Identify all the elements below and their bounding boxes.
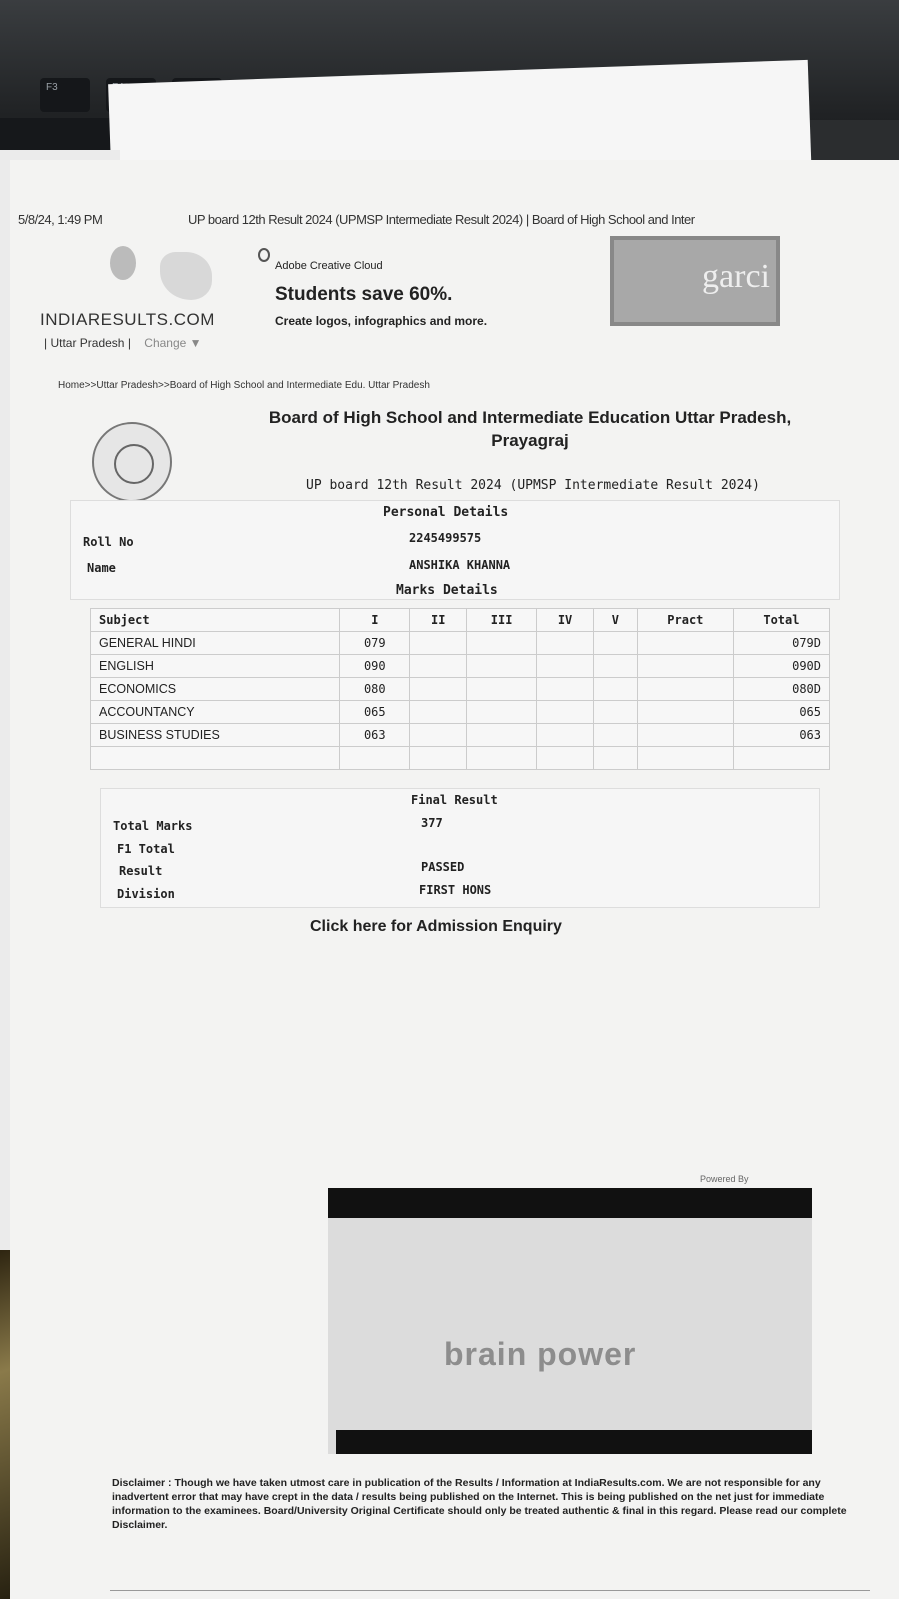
- table-row: [91, 724, 830, 747]
- ad-brand: Adobe Creative Cloud: [275, 260, 383, 272]
- division-value: FIRST HONS: [419, 883, 492, 897]
- col-header: Pract: [637, 609, 733, 632]
- total-marks-value: 377: [421, 816, 443, 830]
- marks-cell: 063: [340, 724, 410, 747]
- name-value: ANSHIKA KHANNA: [409, 558, 511, 572]
- personal-details-box: [70, 500, 840, 600]
- site-logo-person-icon: [110, 246, 136, 280]
- sponsor-banner: [328, 1188, 812, 1454]
- col-header: IV: [537, 609, 594, 632]
- total-cell: 090D: [733, 655, 829, 678]
- ad-headline: Students save 60%.: [275, 284, 453, 305]
- marks-cell: 079: [340, 632, 410, 655]
- printed-result-sheet: [10, 160, 899, 1599]
- side-ad-text: garci: [702, 258, 770, 295]
- total-cell: 080D: [733, 678, 829, 701]
- board-title-line1: Board of High School and Intermediate Education Uttar Pradesh,: [268, 408, 792, 427]
- divider: [110, 1590, 870, 1591]
- marks-cell: 080: [340, 678, 410, 701]
- marks-cell: 090: [340, 655, 410, 678]
- result-title: UP board 12th Result 2024 (UPMSP Intermediate Result 2024): [306, 478, 760, 493]
- marks-details-heading: Marks Details: [396, 583, 498, 598]
- change-link[interactable]: Change ▼: [144, 336, 202, 350]
- final-result-heading: Final Result: [411, 793, 498, 807]
- powered-by-label: Powered By: [700, 1174, 749, 1184]
- subject-cell: ENGLISH: [91, 655, 340, 678]
- col-header: V: [593, 609, 637, 632]
- disclaimer-text: Disclaimer : Though we have taken utmost care in publication of the Results / Information at IndiaResults.com. We are not responsible for any inadvertent error that may have crept in the data / results being published on the Internet. This is being published on the net just for immediate information to the examinees. Board/University Original Certificate should only be treated authentic & final in this regard. Please read our complete Disclaimer.: [112, 1477, 847, 1531]
- subject-cell: ACCOUNTANCY: [91, 701, 340, 724]
- col-header: Subject: [91, 609, 340, 632]
- name-label: Name: [87, 561, 116, 575]
- print-page-title: UP board 12th Result 2024 (UPMSP Intermediate Result 2024) | Board of High School and Inter: [188, 212, 695, 227]
- board-title-line2: Prayagraj: [491, 431, 569, 450]
- table-row: [91, 632, 830, 655]
- board-title: [210, 406, 850, 452]
- col-header: III: [467, 609, 537, 632]
- col-header: I: [340, 609, 410, 632]
- banner-text: brain power: [444, 1336, 637, 1372]
- total-cell: 079D: [733, 632, 829, 655]
- marks-table: [90, 608, 830, 770]
- table-row: [91, 701, 830, 724]
- subject-cell: BUSINESS STUDIES: [91, 724, 340, 747]
- breadcrumb: Home>>Uttar Pradesh>>Board of High School and Intermediate Edu. Uttar Pradesh: [58, 380, 430, 391]
- up-map-icon: [160, 252, 212, 300]
- roll-value: 2245499575: [409, 531, 482, 545]
- final-result-box: [100, 788, 820, 908]
- marks-cell: 065: [340, 701, 410, 724]
- division-label: Division: [117, 887, 175, 901]
- ad-subtext: Create logos, infographics and more.: [275, 314, 488, 328]
- result-value: PASSED: [421, 860, 465, 874]
- total-marks-label: Total Marks: [113, 819, 193, 833]
- side-ad: [610, 236, 780, 326]
- state-selector: [44, 336, 202, 350]
- subject-cell: ECONOMICS: [91, 678, 340, 701]
- adobe-icon: [258, 248, 270, 262]
- personal-details-heading: Personal Details: [383, 505, 509, 520]
- state-name: | Uttar Pradesh |: [44, 336, 131, 350]
- board-emblem-icon: [92, 422, 172, 502]
- result-label: Result: [119, 864, 163, 878]
- table-row-empty: [91, 747, 830, 770]
- admission-enquiry-link[interactable]: Click here for Admission Enquiry: [310, 918, 562, 935]
- roll-label: Roll No: [83, 535, 134, 549]
- table-row: [91, 655, 830, 678]
- f1-total-label: F1 Total: [117, 842, 175, 856]
- col-header: Total: [733, 609, 829, 632]
- table-header-row: [91, 609, 830, 632]
- col-header: II: [410, 609, 467, 632]
- subject-cell: GENERAL HINDI: [91, 632, 340, 655]
- table-row: [91, 678, 830, 701]
- site-name: INDIARESULTS.COM: [40, 310, 215, 329]
- key-f3: F3: [40, 78, 90, 112]
- total-cell: 063: [733, 724, 829, 747]
- total-cell: 065: [733, 701, 829, 724]
- print-datetime: 5/8/24, 1:49 PM: [18, 212, 103, 227]
